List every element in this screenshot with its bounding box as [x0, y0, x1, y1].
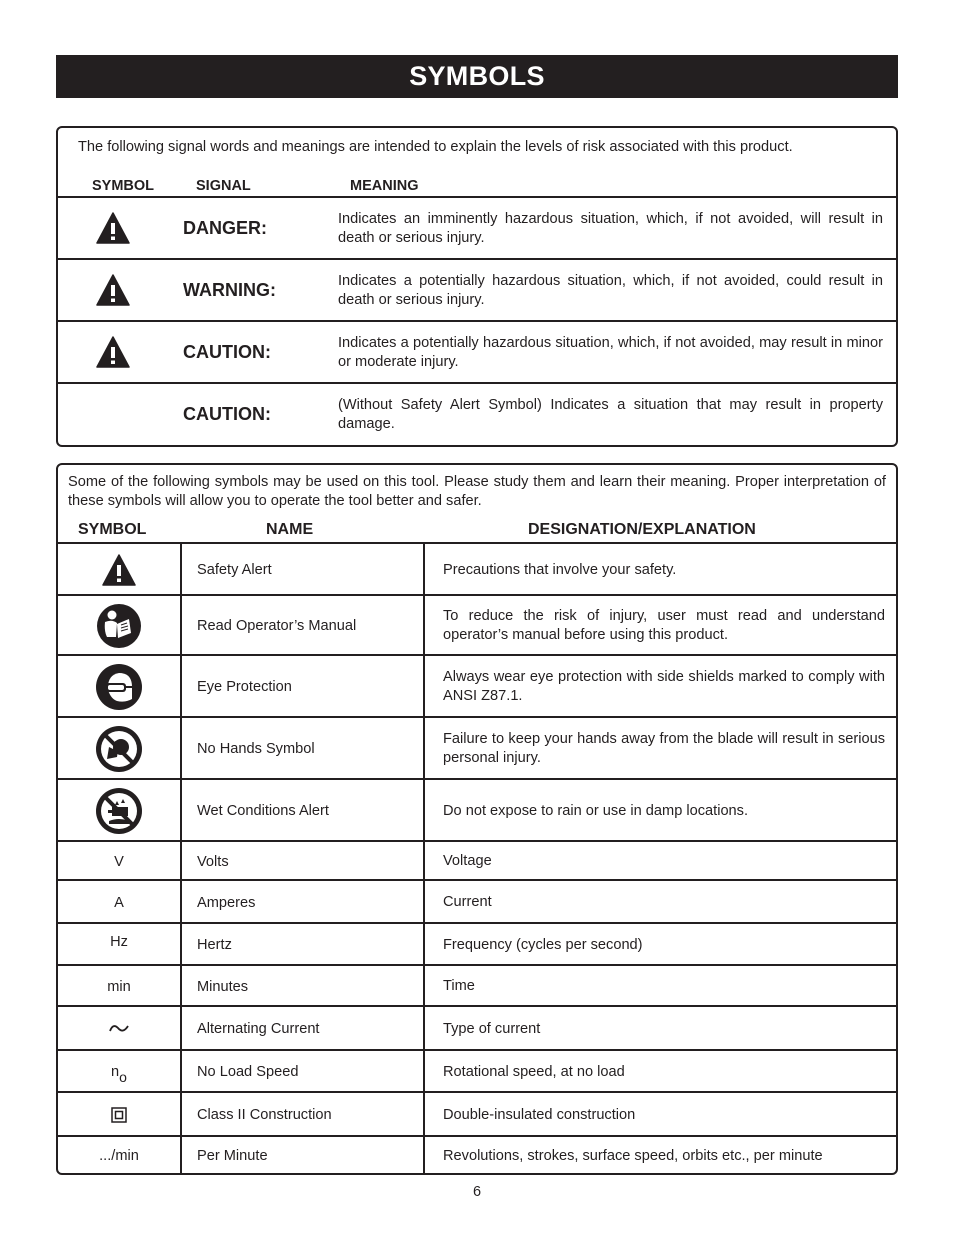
signal-row-caution-no-symbol	[58, 382, 896, 446]
signal-row-danger	[58, 196, 896, 260]
table-row	[58, 1005, 896, 1051]
symbol-explanation: Frequency (cycles per second)	[443, 936, 643, 953]
symbol-explanation: Do not expose to rain or use in damp locations.	[443, 802, 749, 819]
signal-word: WARNING:	[183, 280, 276, 300]
signal-words-box	[56, 126, 898, 447]
symbol-explanation: To reduce the risk of injury, user must read and understand operator’s manual before using this product.	[443, 608, 885, 643]
table-row	[58, 879, 896, 924]
symbol-name: Minutes	[197, 978, 249, 995]
signal-meaning: (Without Safety Alert Symbol) Indicates a situation that may result in property damage.	[338, 397, 883, 432]
table-col-symbol: SYMBOL	[78, 521, 147, 538]
symbol-subscript: o	[119, 1069, 127, 1085]
symbol-name: Eye Protection	[197, 679, 292, 695]
no-hands-icon	[58, 718, 180, 780]
safety-alert-icon	[96, 336, 130, 368]
table-row	[58, 716, 896, 780]
symbol-explanation: Failure to keep your hands away from the blade will result in serious personal injury.	[443, 731, 885, 766]
symbol-name: Hertz	[197, 937, 232, 953]
signal-meaning: Indicates a potentially hazardous situation, which, if not avoided, could result in death or serious injury.	[338, 273, 883, 308]
wet-conditions-icon	[58, 780, 180, 842]
symbol-explanation: Type of current	[443, 1020, 541, 1037]
table-row	[58, 542, 896, 596]
table-col-explanation: DESIGNATION/EXPLANATION	[528, 521, 756, 538]
signal-row-caution	[58, 320, 896, 384]
symbol-name: Alternating Current	[197, 1021, 320, 1037]
signal-row-warning	[58, 258, 896, 322]
signal-meaning: Indicates an imminently hazardous situation, which, if not avoided, will result in death or serious injury.	[338, 211, 883, 246]
symbol-name: No Hands Symbol	[197, 741, 315, 757]
symbol-text: A	[114, 894, 124, 911]
symbol-explanation: Current	[443, 894, 492, 910]
signal-meaning: Indicates a potentially hazardous situation, which, if not avoided, may result in minor or moderate injury.	[338, 335, 883, 370]
safety-alert-icon	[96, 212, 130, 244]
signal-word: CAUTION:	[183, 342, 271, 362]
table-row	[58, 922, 896, 966]
symbol-text: .../min	[99, 1148, 139, 1164]
symbol-explanation: Always wear eye protection with side shields marked to comply with ANSI Z87.1.	[443, 669, 885, 704]
table-row	[58, 1049, 896, 1093]
symbol-text: n	[111, 1064, 120, 1080]
table-row	[58, 654, 896, 718]
page-number: 6	[472, 1184, 482, 1200]
class-ii-icon	[58, 1093, 180, 1137]
symbol-name: Safety Alert	[197, 562, 272, 578]
safety-alert-icon	[58, 544, 180, 596]
symbol-name: Wet Conditions Alert	[197, 803, 329, 819]
symbols-table-box	[56, 463, 898, 1175]
table-row	[58, 1091, 896, 1137]
table-row	[58, 1135, 896, 1175]
symbol-explanation: Revolutions, strokes, surface speed, orbits etc., per minute	[443, 1147, 823, 1164]
signal-word: DANGER:	[183, 218, 267, 238]
table-row	[58, 594, 896, 656]
symbol-text: V	[114, 853, 124, 870]
read-manual-icon	[58, 596, 180, 656]
symbol-explanation: Precautions that involve your safety.	[443, 561, 677, 578]
table-row	[58, 778, 896, 842]
symbol-name: Per Minute	[197, 1148, 268, 1164]
symbol-name: No Load Speed	[197, 1064, 299, 1080]
symbol-explanation: Time	[443, 978, 475, 994]
table-col-name: NAME	[266, 521, 314, 538]
symbol-text: Hz	[110, 934, 128, 950]
signal-col-signal: SIGNAL	[196, 178, 251, 194]
symbol-name: Class II Construction	[197, 1107, 332, 1123]
symbol-name: Read Operator’s Manual	[197, 618, 357, 634]
table-row	[58, 964, 896, 1007]
symbols-intro: Some of the following symbols may be used on this tool. Please study them and learn their meaning. Proper interpretation of these symbols will allow you to operate the tool better and safer.	[68, 474, 886, 509]
signal-col-symbol: SYMBOL	[92, 178, 155, 194]
symbol-text: min	[107, 978, 131, 995]
symbol-name: Amperes	[197, 894, 256, 911]
table-row	[58, 840, 896, 881]
eye-protection-icon	[58, 656, 180, 718]
signal-intro: The following signal words and meanings are intended to explain the levels of risk associated with this product.	[78, 139, 793, 155]
symbol-name: Volts	[197, 853, 229, 870]
page-title: SYMBOLS	[56, 55, 898, 98]
symbol-explanation: Voltage	[443, 853, 492, 869]
alternating-current-icon	[58, 1007, 180, 1051]
no-load-speed-symbol	[58, 1051, 180, 1093]
safety-alert-icon	[96, 274, 130, 306]
signal-col-meaning: MEANING	[350, 178, 419, 194]
symbol-explanation: Double-insulated construction	[443, 1106, 636, 1123]
symbol-explanation: Rotational speed, at no load	[443, 1063, 625, 1080]
signal-word: CAUTION:	[183, 404, 271, 424]
